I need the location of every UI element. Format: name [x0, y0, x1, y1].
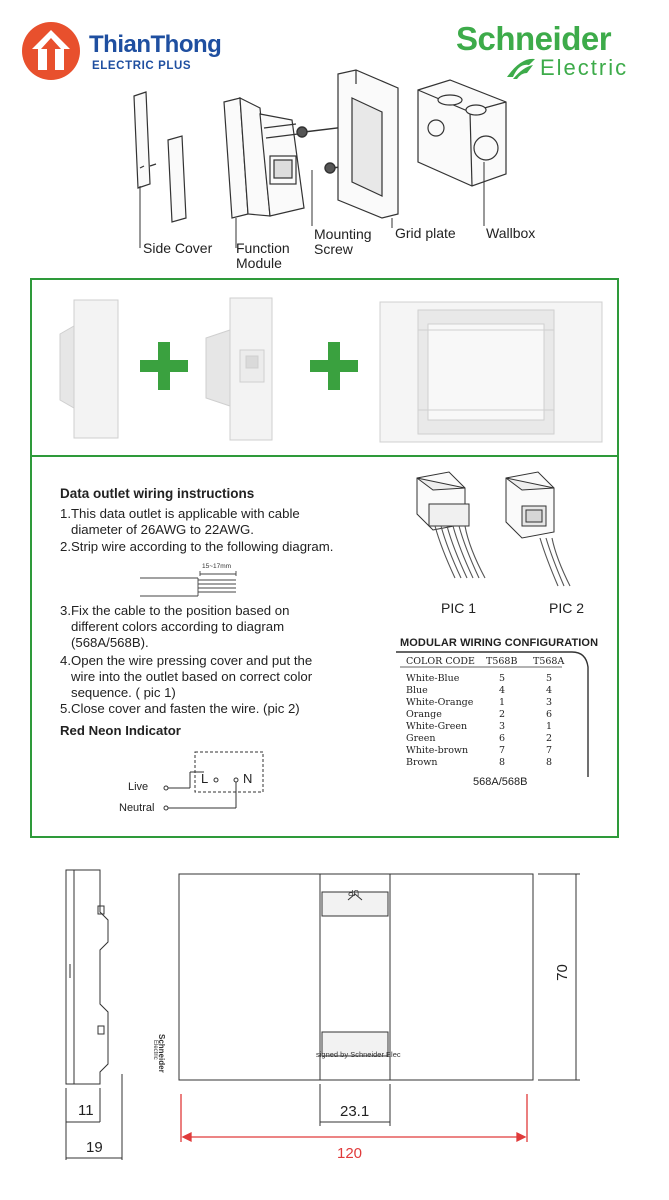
schneider-electric: Electric [540, 55, 629, 80]
instruction-line: 3.Fix the cable to the position based on [60, 603, 290, 618]
instruction-line: 1.This data outlet is applicable with cable [60, 506, 300, 521]
wiring-row [406, 685, 586, 697]
wiring-table [406, 656, 586, 769]
wiring-color: Brown [406, 757, 438, 768]
pic1-drawing [395, 468, 495, 596]
wiring-t568b: 4 [499, 685, 506, 696]
wiring-rows [406, 673, 586, 769]
wiring-footer: 568A/568B [473, 776, 528, 788]
wiring-t568b: 1 [499, 697, 506, 708]
schneider-name: Schneider [456, 20, 612, 57]
col-color-code: COLOR CODE [406, 656, 475, 667]
label-module: Module [236, 255, 282, 271]
dim-19: 19 [86, 1139, 103, 1156]
wiring-row [406, 673, 586, 685]
label-function: Function [236, 240, 290, 256]
wiring-t568b: 7 [499, 745, 506, 756]
instruction-line: diameter of 26AWG to 22AWG. [60, 522, 254, 537]
wiring-color: White-Blue [406, 673, 460, 684]
instruction-line: different colors according to diagram [60, 619, 285, 634]
wiring-row [406, 757, 586, 769]
wiring-color: White-Green [406, 721, 468, 732]
wiring-color: Green [406, 733, 436, 744]
up-label: UP [348, 888, 360, 897]
plate-logo-sub: Electric [152, 1040, 158, 1060]
side-cover-product [60, 300, 118, 438]
wiring-t568a: 8 [546, 757, 553, 768]
wiring-table-title: MODULAR WIRING CONFIGURATION [400, 637, 599, 649]
col-t568b: T568B [486, 656, 518, 667]
dim-70: 70 [553, 964, 571, 981]
wiring-color: Orange [406, 709, 442, 720]
plate-logo: Schneider [157, 1034, 166, 1073]
dim-11: 11 [78, 1102, 94, 1119]
neon-title: Red Neon Indicator [60, 723, 181, 738]
wiring-t568a: 4 [546, 685, 553, 696]
instruction-line: (568A/568B). [60, 635, 149, 650]
wiring-row [406, 733, 586, 745]
wiring-t568b: 5 [499, 673, 506, 684]
panel-divider [30, 455, 619, 457]
pic1-label: PIC 1 [441, 600, 477, 616]
instruction-line: 2.Strip wire according to the following diagram. [60, 539, 334, 554]
dim-120: 120 [337, 1145, 363, 1162]
grid-plate-drawing [338, 70, 398, 218]
instruction-line: wire into the outlet based on correct color [60, 669, 313, 684]
neon-n: N [243, 771, 253, 786]
wiring-row [406, 709, 586, 721]
thianthong-sub: ELECTRIC PLUS [92, 60, 192, 72]
plus-icon [140, 342, 188, 390]
wiring-t568b: 2 [499, 709, 506, 720]
side-cover-drawing [134, 92, 186, 222]
wiring-t568b: 3 [499, 721, 506, 732]
label-screw: Screw [314, 241, 353, 257]
wallbox-drawing [418, 80, 506, 186]
label-wallbox: Wallbox [486, 225, 536, 241]
wiring-color: White-brown [406, 745, 469, 756]
neon-neutral: Neutral [119, 802, 155, 814]
dim-23-1: 23.1 [340, 1103, 370, 1120]
wiring-row [406, 745, 586, 757]
front-plate-drawing [172, 866, 592, 1172]
data-outlet-product [206, 298, 272, 440]
product-components-row [40, 290, 615, 450]
wiring-t568a: 1 [546, 721, 553, 732]
wiring-header-row [406, 656, 586, 669]
wiring-t568a: 6 [546, 709, 553, 720]
wiring-color: White-Orange [406, 697, 474, 708]
wiring-t568a: 5 [546, 673, 553, 684]
wiring-t568b: 6 [499, 733, 506, 744]
side-profile-drawing [60, 860, 140, 1170]
instruction-line: sequence. ( pic 1) [60, 685, 176, 700]
instruction-line: 5.Close cover and fasten the wire. (pic 2) [60, 701, 300, 716]
thianthong-name: ThianThong [89, 31, 222, 58]
instruction-line: 4.Open the wire pressing cover and put the [60, 653, 313, 668]
col-t568a: T568A [533, 656, 565, 667]
pic2-label: PIC 2 [549, 600, 585, 616]
label-mounting: Mounting [314, 226, 372, 242]
wiring-t568a: 2 [546, 733, 553, 744]
pic2-drawing [492, 468, 592, 596]
wiring-row [406, 697, 586, 709]
instructions-title: Data outlet wiring instructions [60, 486, 255, 501]
wiring-color: Blue [406, 685, 428, 696]
label-side-cover: Side Cover [143, 240, 213, 256]
wiring-t568b: 8 [499, 757, 506, 768]
strip-length-label: 15~17mm [202, 563, 232, 570]
plus-icon [310, 342, 358, 390]
wiring-row [406, 721, 586, 733]
wiring-t568a: 3 [546, 697, 553, 708]
neon-l: L [201, 771, 209, 786]
plate-text: signed by Schneider Elec [316, 1050, 401, 1059]
function-module-drawing [224, 98, 304, 218]
thianthong-house-icon [20, 20, 82, 82]
grid-plate-product [380, 302, 602, 442]
wiring-t568a: 7 [546, 745, 553, 756]
neon-live: Live [128, 781, 149, 793]
label-grid-plate: Grid plate [395, 225, 456, 241]
